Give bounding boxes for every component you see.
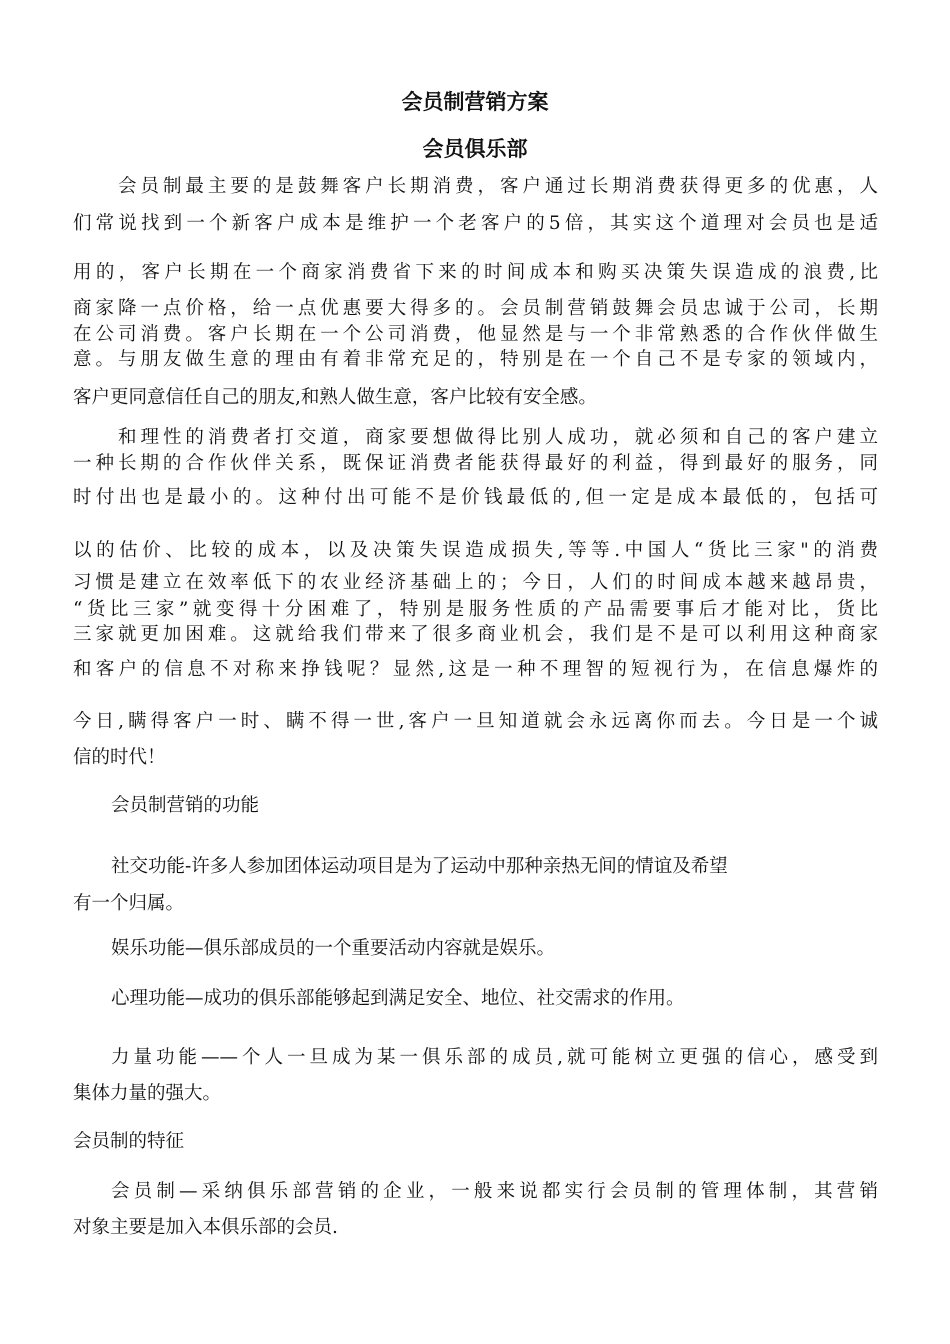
paragraph-line: 客户更同意信任自己的朋友,和熟人做生意，客户比较有安全感。 <box>73 387 597 408</box>
paragraph-line: 三家就更加困难。这就给我们带来了很多商业机会，我们是不是可以利用这种商家 <box>73 624 878 645</box>
paragraph-line: 用的，客户长期在一个商家消费省下来的时间成本和购买决策失误造成的浪费,比 <box>73 262 878 283</box>
paragraph-line: 信的时代！ <box>73 747 166 768</box>
paragraph-line: 和理性的消费者打交道，商家要想做得比别人成功，就必须和自己的客户建立 <box>118 427 878 448</box>
paragraph-line: 一种长期的合作伙伴关系，既保证消费者能获得最好的利益，得到最好的服务，同 <box>73 453 878 474</box>
paragraph-line: 有一个归属。 <box>73 893 185 914</box>
paragraph-line: 心理功能—成功的俱乐部能够起到满足安全、地位、社交需求的作用。 <box>111 988 685 1009</box>
paragraph-line: 和客户的信息不对称来挣钱呢？显然,这是一种不理智的短视行为，在信息爆炸的 <box>73 659 878 680</box>
paragraph-line: 娱乐功能—俱乐部成员的一个重要活动内容就是娱乐。 <box>111 938 556 959</box>
section-heading-functions: 会员制营销的功能 <box>111 795 260 816</box>
paragraph-line: 习惯是建立在效率低下的农业经济基础上的；今日，人们的时间成本越来越昂贵， <box>73 572 878 593</box>
paragraph-line: 商家降一点价格，给一点优惠要大得多的。会员制营销鼓舞会员忠诚于公司，长期 <box>73 298 878 319</box>
paragraph-line: 会员制—采纳俱乐部营销的企业，一般来说都实行会员制的管理体制，其营销 <box>111 1181 878 1202</box>
paragraph-line: 对象主要是加入本俱乐部的会员. <box>73 1217 338 1238</box>
paragraph-line: 力量功能——个人一旦成为某一俱乐部的成员,就可能树立更强的信心，感受到 <box>111 1047 878 1068</box>
paragraph-line: 以的估价、比较的成本，以及决策失误造成损失,等等.中国人“货比三家"的消费 <box>73 540 878 561</box>
paragraph-line: 集体力量的强大。 <box>73 1083 222 1104</box>
document-title: 会员制营销方案 <box>401 90 549 114</box>
paragraph-line: 们常说找到一个新客户成本是维护一个老客户的5倍，其实这个道理对会员也是适 <box>73 213 878 234</box>
document-subtitle: 会员俱乐部 <box>422 137 528 161</box>
paragraph-line: 在公司消费。客户长期在一个公司消费，他显然是与一个非常熟悉的合作伙伴做生 <box>73 324 878 345</box>
paragraph-line: 社交功能-许多人参加团体运动项目是为了运动中那种亲热无间的情谊及希望 <box>111 856 728 877</box>
paragraph-line: 今日,瞒得客户一时、瞒不得一世,客户一旦知道就会永远离你而去。今日是一个诚 <box>73 711 878 732</box>
section-heading-features: 会员制的特征 <box>73 1131 185 1152</box>
paragraph-line: 时付出也是最小的。这种付出可能不是价钱最低的,但一定是成本最低的，包括可 <box>73 487 878 508</box>
paragraph-line: “货比三家”就变得十分困难了，特别是服务性质的产品需要事后才能对比，货比 <box>73 599 878 620</box>
paragraph-line: 意。与朋友做生意的理由有着非常充足的，特别是在一个自己不是专家的领域内， <box>73 349 878 370</box>
paragraph-line: 会员制最主要的是鼓舞客户长期消费，客户通过长期消费获得更多的优惠，人 <box>118 176 878 197</box>
